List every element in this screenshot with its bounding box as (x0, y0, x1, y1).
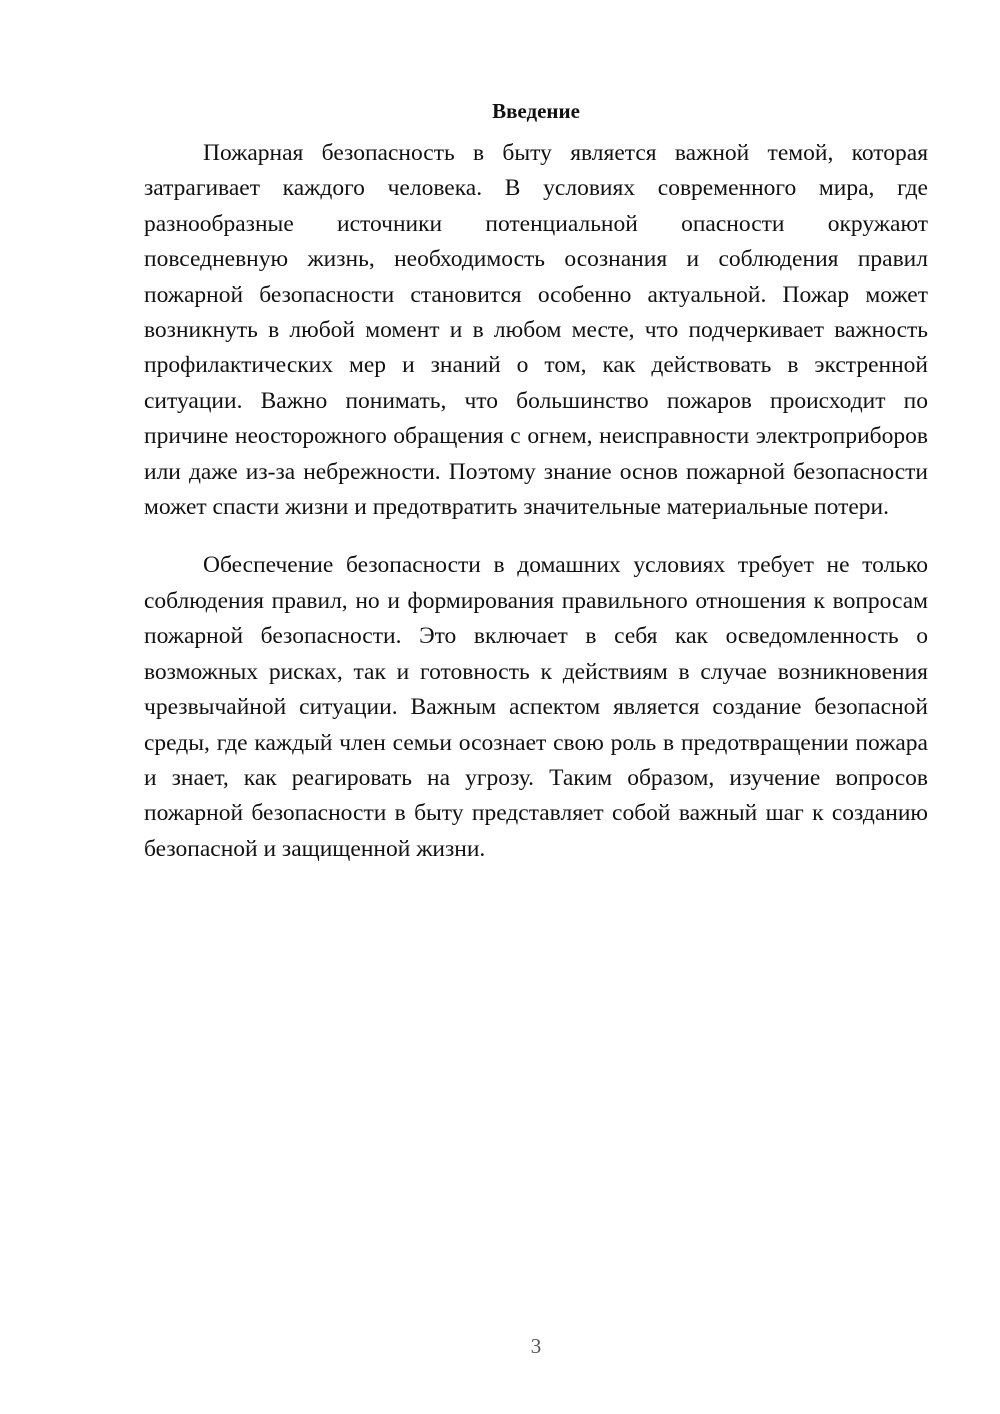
page-number: 3 (530, 1334, 542, 1358)
paragraph-1: Пожарная безопасность в быту является важной темой, которая затрагивает каждого человека. В условиях современного мира, где разнообразные источники потенциальной опасности окружают повседневную жизнь, необходимость осознания и соблюдения правил пожарной безопасности становится особенно актуальной. Пожар может возникнуть в любой момент и в любом месте, что подчеркивает важность профилактических мер и знаний о том, как действовать в экстренной ситуации. Важно понимать, что большинство пожаров происходит по причине неосторожного обращения с огнем, неисправности электроприборов или даже из-за небрежности. Поэтому знание основ пожарной безопасности может спасти жизни и предотвратить значительные материальные потери. (144, 140, 928, 521)
page-content (144, 96, 928, 867)
section-heading: Введение (492, 99, 580, 123)
paragraph-2: Обеспечение безопасности в домашних условиях требует не только соблюдения правил, но и формирования правильного отношения к вопросам пожарной безопасности. Это включает в себя как осведомленность о возможных рисках, так и готовность к действиям в случае возникновения чрезвычайной ситуации. Важным аспектом является создание безопасной среды, где каждый член семьи осознает свою роль в предотвращении пожара и знает, как реагировать на угрозу. Таким образом, изучение вопросов пожарной безопасности в быту представляет собой важный шаг к созданию безопасной и защищенной жизни. (144, 552, 928, 862)
